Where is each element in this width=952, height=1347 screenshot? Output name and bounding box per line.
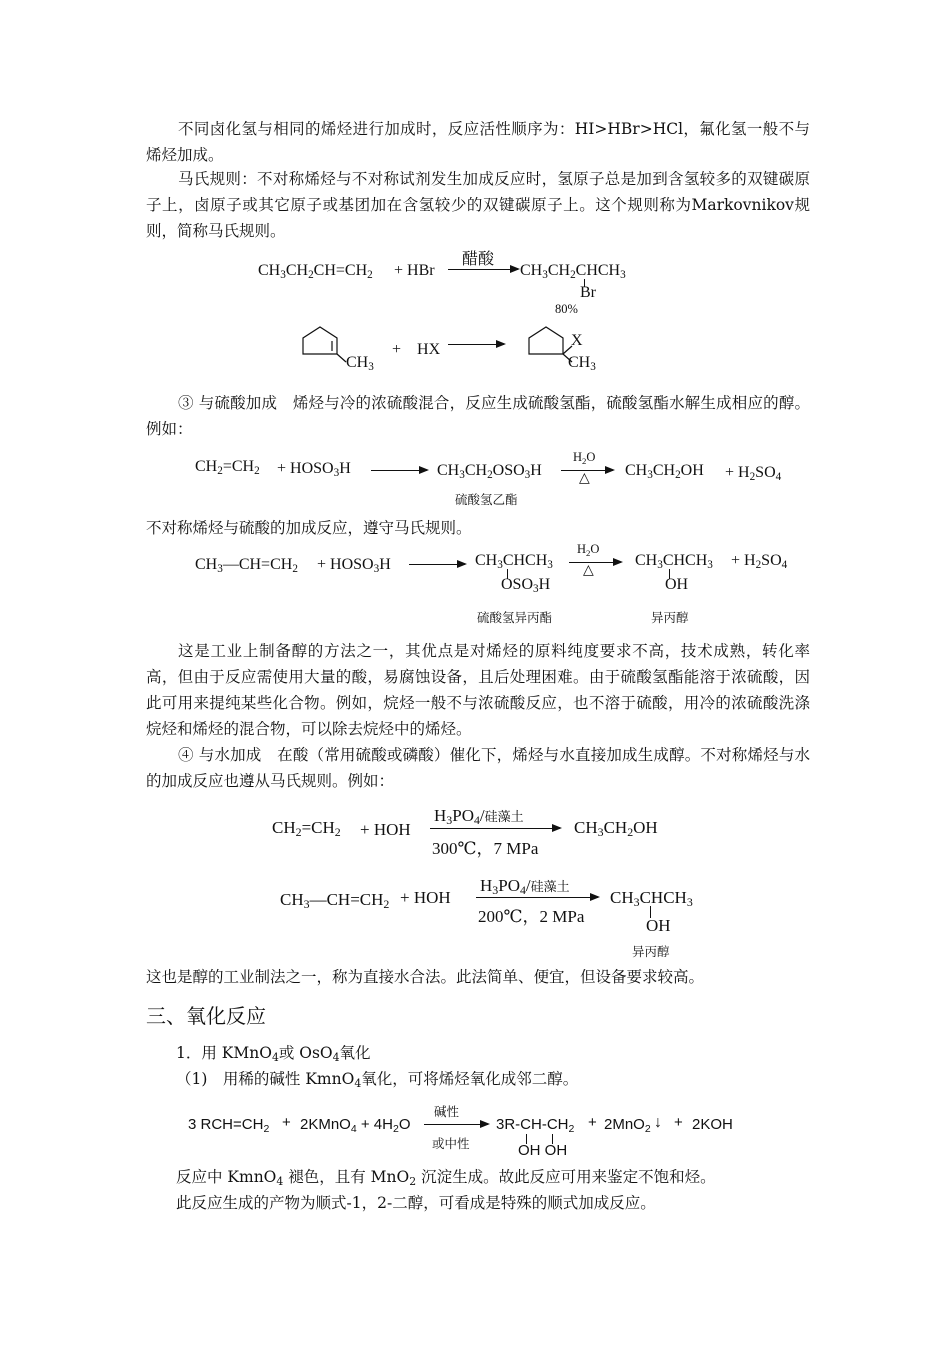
reaction-3: [195, 450, 805, 510]
r3-arrow-1: [371, 470, 427, 471]
paragraph-9: （1) 用稀的碱性 KmnO$_4$氧化，可将烯烃氧化成邻二醇。: [176, 1070, 579, 1090]
r7-plus-3: +: [674, 1114, 683, 1131]
r5-water: + HOH: [360, 820, 411, 839]
r6-cond-bottom: 200℃，2 MPa: [478, 907, 585, 926]
r7-plus-1: +: [282, 1114, 291, 1131]
r4-arrow-2: [569, 562, 621, 563]
paragraph-2: 马氏规则：不对称烯烃与不对称试剂发生加成反应时，氢原子总是加到含氢较多的双键碳原子上，卤原子或其它原子或基团加在含氢较少的双键碳原子上。这个规则称为Markovnikov规则，简称马氏规则。: [146, 170, 810, 240]
paragraph-4: 不对称烯烃与硫酸的加成反应，遵守马氏规则。: [146, 519, 472, 537]
r7-plus-2: +: [588, 1114, 597, 1131]
reaction-4: [195, 540, 805, 630]
r4-arrow-1: [409, 564, 465, 565]
r4-oso3h: $OSO_3H$: [501, 576, 551, 595]
r4-oh: OH: [665, 576, 689, 593]
r6-water: + HOH: [400, 888, 451, 907]
r3-heat: △: [579, 471, 590, 486]
reaction-5: [272, 806, 692, 856]
r1-substituent: Br: [580, 284, 596, 301]
r3-ester: $CH_3CH_2OSO_3H$: [437, 462, 542, 481]
r2-methyl-1: $CH_3$: [346, 354, 374, 373]
r4-label-2: 异丙醇: [651, 611, 689, 625]
reaction-1: [258, 246, 658, 316]
reaction-6: [280, 876, 720, 962]
paragraph-3: ③ 与硫酸加成 烯烃与冷的浓硫酸混合，反应生成硫酸氢酯，硫酸氢酯水解生成相应的醇。例如：: [146, 394, 810, 438]
r7-diol: $3R-CH-CH_2$: [496, 1116, 575, 1135]
r3-sulfuric: + $HOSO_3H$: [277, 460, 351, 479]
r7-precipitate-arrow: ↓: [654, 1114, 662, 1131]
r4-alcohol: $CH_3CHCH_3$: [635, 552, 713, 571]
r7-koh: 2KOH: [692, 1116, 733, 1133]
r6-arrow: [476, 897, 598, 898]
r7-mno2: 2MnO$_2$: [604, 1116, 651, 1135]
r1-reagent: + HBr: [394, 262, 435, 279]
r7-oh-oh: OH OH: [518, 1142, 568, 1159]
r1-yield: 80%: [555, 302, 578, 316]
r3-plus-h2so4: + $H_2SO_4$: [725, 464, 782, 483]
r5-ethene: $CH_2=CH_2$: [272, 818, 341, 839]
r5-cond-top: $H_3PO_4/$硅藻土: [434, 806, 524, 827]
r7-alkene: 3 $RCH=CH_2$: [188, 1116, 270, 1135]
r1-product: $CH_3CH_2CHCH_3$: [520, 262, 626, 281]
section-heading: 三、氧化反应: [146, 1004, 266, 1028]
r1-catalyst: 醋酸: [462, 251, 495, 268]
r4-sulfuric: + $HOSO_3H$: [317, 556, 391, 575]
r2-arrow: [448, 344, 504, 345]
r4-cond-top: $H_2O$: [577, 542, 600, 558]
r2-halogen: X: [571, 332, 583, 349]
r4-propene: $CH_3—CH=CH_2$: [195, 556, 298, 575]
paragraph-11: 此反应生成的产物为顺式-1，2-二醇，可看成是特殊的顺式加成反应。: [176, 1194, 656, 1212]
r7-arrow: [424, 1124, 488, 1125]
r4-plus-h2so4: + $H_2SO_4$: [731, 552, 788, 571]
r4-heat: △: [583, 563, 594, 578]
r6-oh: OH: [646, 916, 671, 935]
r5-arrow: [430, 828, 560, 829]
paragraph-10: 反应中 KmnO$_4$ 褪色，且有 MnO$_2$ 沉淀生成。故此反应可用来鉴定不饱和烃。: [176, 1168, 716, 1188]
r5-cond-bottom: 300℃，7 MPa: [432, 839, 539, 858]
paragraph-7: 这也是醇的工业制法之一，称为直接水合法。此法简单、便宜，但设备要求较高。: [146, 968, 705, 986]
r5-product: $CH_3CH_2OH$: [574, 818, 658, 839]
cyclopentene-ring: [298, 324, 348, 364]
r7-kmno4: 2KMnO$_4$ + $4H_2O$: [300, 1116, 411, 1135]
r3-ethene: $CH_2=CH_2$: [195, 458, 260, 477]
r6-product: $CH_3CHCH_3$: [610, 888, 693, 909]
r6-propene: $CH_3—CH=CH_2$: [280, 890, 390, 911]
paragraph-6: ④ 与水加成 在酸（常用硫酸或磷酸）催化下，烯烃与水直接加成生成醇。不对称烯烃与水的加成反应也遵从马氏规则。例如：: [146, 746, 810, 790]
r3-cond-top: $H_2O$: [573, 450, 596, 466]
paragraph-1: 不同卤化氢与相同的烯烃进行加成时，反应活性顺序为：HI>HBr>HCl，氟化氢一般不与烯烃加成。: [146, 120, 810, 164]
r2-reagent: + HX: [392, 341, 441, 358]
r1-reactant: $CH_3CH_2CH=CH_2$: [258, 262, 373, 281]
cyclopentane-ring: [524, 324, 574, 364]
r2-methyl-2: $CH_3$: [568, 354, 596, 373]
r6-label: 异丙醇: [632, 945, 670, 959]
r4-label-1: 硫酸氢异丙酯: [477, 611, 553, 625]
paragraph-8: 1．用 KMnO$_4$或 OsO$_4$氧化: [176, 1044, 371, 1064]
r7-cond-top: 碱性: [434, 1105, 460, 1119]
reaction-2: [298, 320, 638, 380]
r3-ester-label: 硫酸氢乙酯: [455, 493, 518, 507]
r3-ethanol: $CH_3CH_2OH$: [625, 462, 704, 481]
r1-arrow: [448, 269, 518, 270]
r4-ester: $CH_3CHCH_3$: [475, 552, 553, 571]
paragraph-5: 这是工业上制备醇的方法之一，其优点是对烯烃的原料纯度要求不高，技术成熟，转化率高，但由于反应需使用大量的酸，易腐蚀设备，且后处理困难。由于硫酸氢酯能溶于浓硫酸，因此可用来提纯某些化合物。例如，烷烃一般不与浓硫酸反应，也不溶于硫酸，用冷的浓硫酸洗涤烷烃和烯烃的混合物，可以除去烷烃中的烯烃。: [146, 642, 810, 738]
r7-cond-bottom: 或中性: [432, 1137, 470, 1151]
reaction-7: [188, 1100, 748, 1160]
r6-cond-top: $H_3PO_4/$硅藻土: [480, 876, 570, 897]
